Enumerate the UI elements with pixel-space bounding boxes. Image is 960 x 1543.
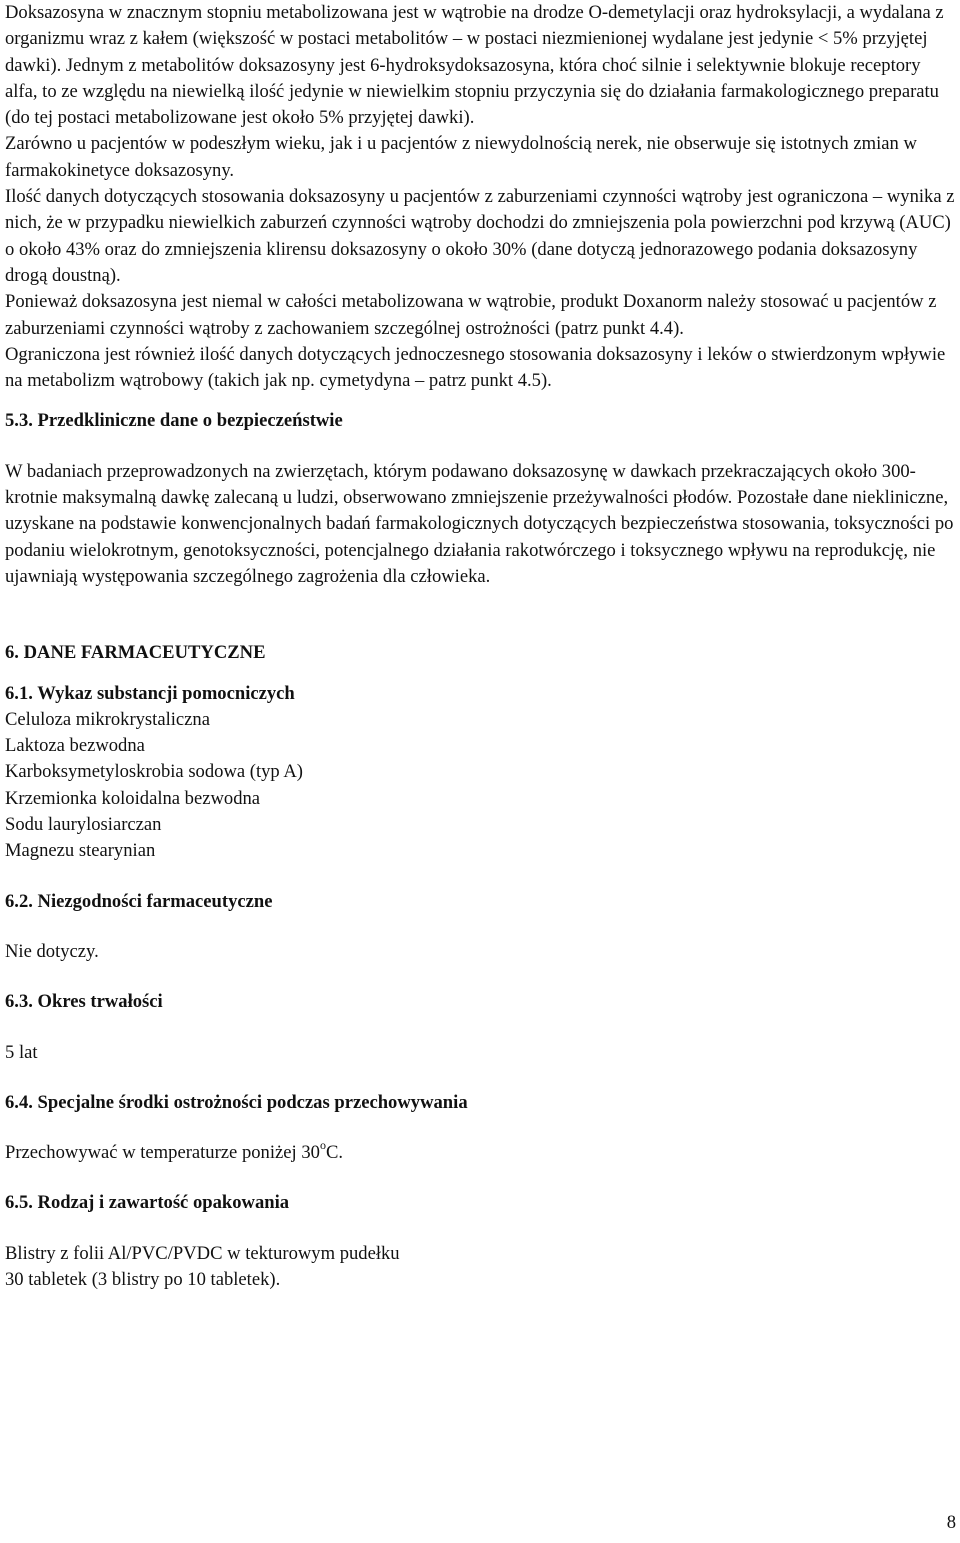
paragraph-hepatic-data: Ilość danych dotyczących stosowania doksazosyny u pacjentów z zaburzeniami czynności wątroby jest ograniczona – wynika z nich, że w przypadku niewielkich zaburzeń czynności wątroby dochodzi do zmniejszenia pola powierzchni pod krzywą (AUC) o około 43% oraz do zmniejszenia klirensu doksazosyny o około 30% (dane dotyczą jednorazowego podania doksazosyny drogą doustną). [5, 186, 955, 286]
list-item: Celuloza mikrokrystaliczna [5, 708, 210, 730]
heading-5-3: 5.3. Przedkliniczne dane o bezpieczeństwie [5, 410, 343, 432]
paragraph-incompatibilities: Nie dotyczy. [5, 940, 99, 962]
paragraph-metabolism: Doksazosyna w znacznym stopniu metabolizowana jest w wątrobie na drodze O-demetylacji oraz hydroksylacji, a wydalana z organizmu wraz z kałem (większość w postaci metabolitów – w postaci niezmienionej wydalane jest jedynie < 5% przyjętej dawki). Jednym z metabolitów doksazosyny jest 6-hydroksydoksazosyna, która choć silnie i selektywnie blokuje receptory alfa, to ze względu na niewielką ilość jedynie w niewielkim stopniu przyczynia się do działania farmakologicznego preparatu (do tej postaci metabolizowane jest około 5% przyjętej dawki). [5, 2, 944, 129]
storage-unit: C. [325, 1142, 343, 1164]
heading-6-5: 6.5. Rodzaj i zawartość opakowania [5, 1192, 290, 1214]
paragraph-interactions: Ograniczona jest również ilość danych dotyczących jednoczesnego stosowania doksazosyny i leków o stwierdzonym wpływie na metabolizm wątrobowy (takich jak np. cymetydyna – patrz punkt 4.5). [5, 343, 946, 392]
packaging-line: Blistry z folii Al/PVC/PVDC w tekturowym pudełku [5, 1242, 400, 1264]
heading-6-3: 6.3. Okres trwałości [5, 991, 163, 1013]
paragraph-shelf-life: 5 lat [5, 1041, 38, 1063]
heading-6-2: 6.2. Niezgodności farmaceutyczne [5, 890, 273, 912]
paragraph-hepatic-caution: Ponieważ doksazosyna jest niemal w całości metabolizowana w wątrobie, produkt Doxanorm należy stosować u pacjentów z zaburzeniami czynności wątroby z zachowaniem szczególnej ostrożności (patrz punkt 4.4). [5, 291, 937, 339]
degree-superscript: o [319, 1137, 326, 1152]
paragraph-elderly-renal: Zarówno u pacjentów w podeszłym wieku, jak i u pacjentów z niewydolnością nerek, nie obserwuje się istotnych zmian w farmakokinetyce doksazosyny. [5, 133, 917, 181]
paragraph-preclinical: W badaniach przeprowadzonych na zwierzętach, którym podawano doksazosynę w dawkach przekraczających około 300-krotnie maksymalną dawkę zalecaną u ludzi, obserwowano zmniejszenie przeżywalności płodów. Pozostałe dane niekliniczne, uzyskane na podstawie konwencjonalnych badań farmakologicznych dotyczących bezpieczeństwa stosowania, toksyczności po podaniu wielokrotnym, genotoksyczności, potencjalnego działania rakotwórczego i toksycznego wpływu na reprodukcję, nie ujawniają występowania szczególnego zagrożenia dla człowieka. [5, 460, 954, 587]
list-item: Laktoza bezwodna [5, 735, 145, 757]
page-number: 8 [946, 1512, 956, 1533]
heading-6-1: 6.1. Wykaz substancji pomocniczych [5, 682, 295, 704]
document-page [5, 0, 955, 1293]
list-item: Krzemionka koloidalna bezwodna [5, 787, 261, 809]
paragraph-storage [5, 1137, 955, 1166]
heading-6-4: 6.4. Specjalne środki ostrożności podczas przechowywania [5, 1091, 468, 1113]
list-item: Sodu laurylosiarczan [5, 814, 162, 836]
storage-text: Przechowywać w temperaturze poniżej 30 [5, 1142, 320, 1164]
heading-6: 6. DANE FARMACEUTYCZNE [5, 642, 266, 664]
packaging-line: 30 tabletek (3 blistry po 10 tabletek). [5, 1268, 281, 1290]
list-item: Magnezu stearynian [5, 840, 156, 862]
list-item: Karboksymetyloskrobia sodowa (typ A) [5, 761, 303, 783]
excipients-list [5, 707, 955, 865]
